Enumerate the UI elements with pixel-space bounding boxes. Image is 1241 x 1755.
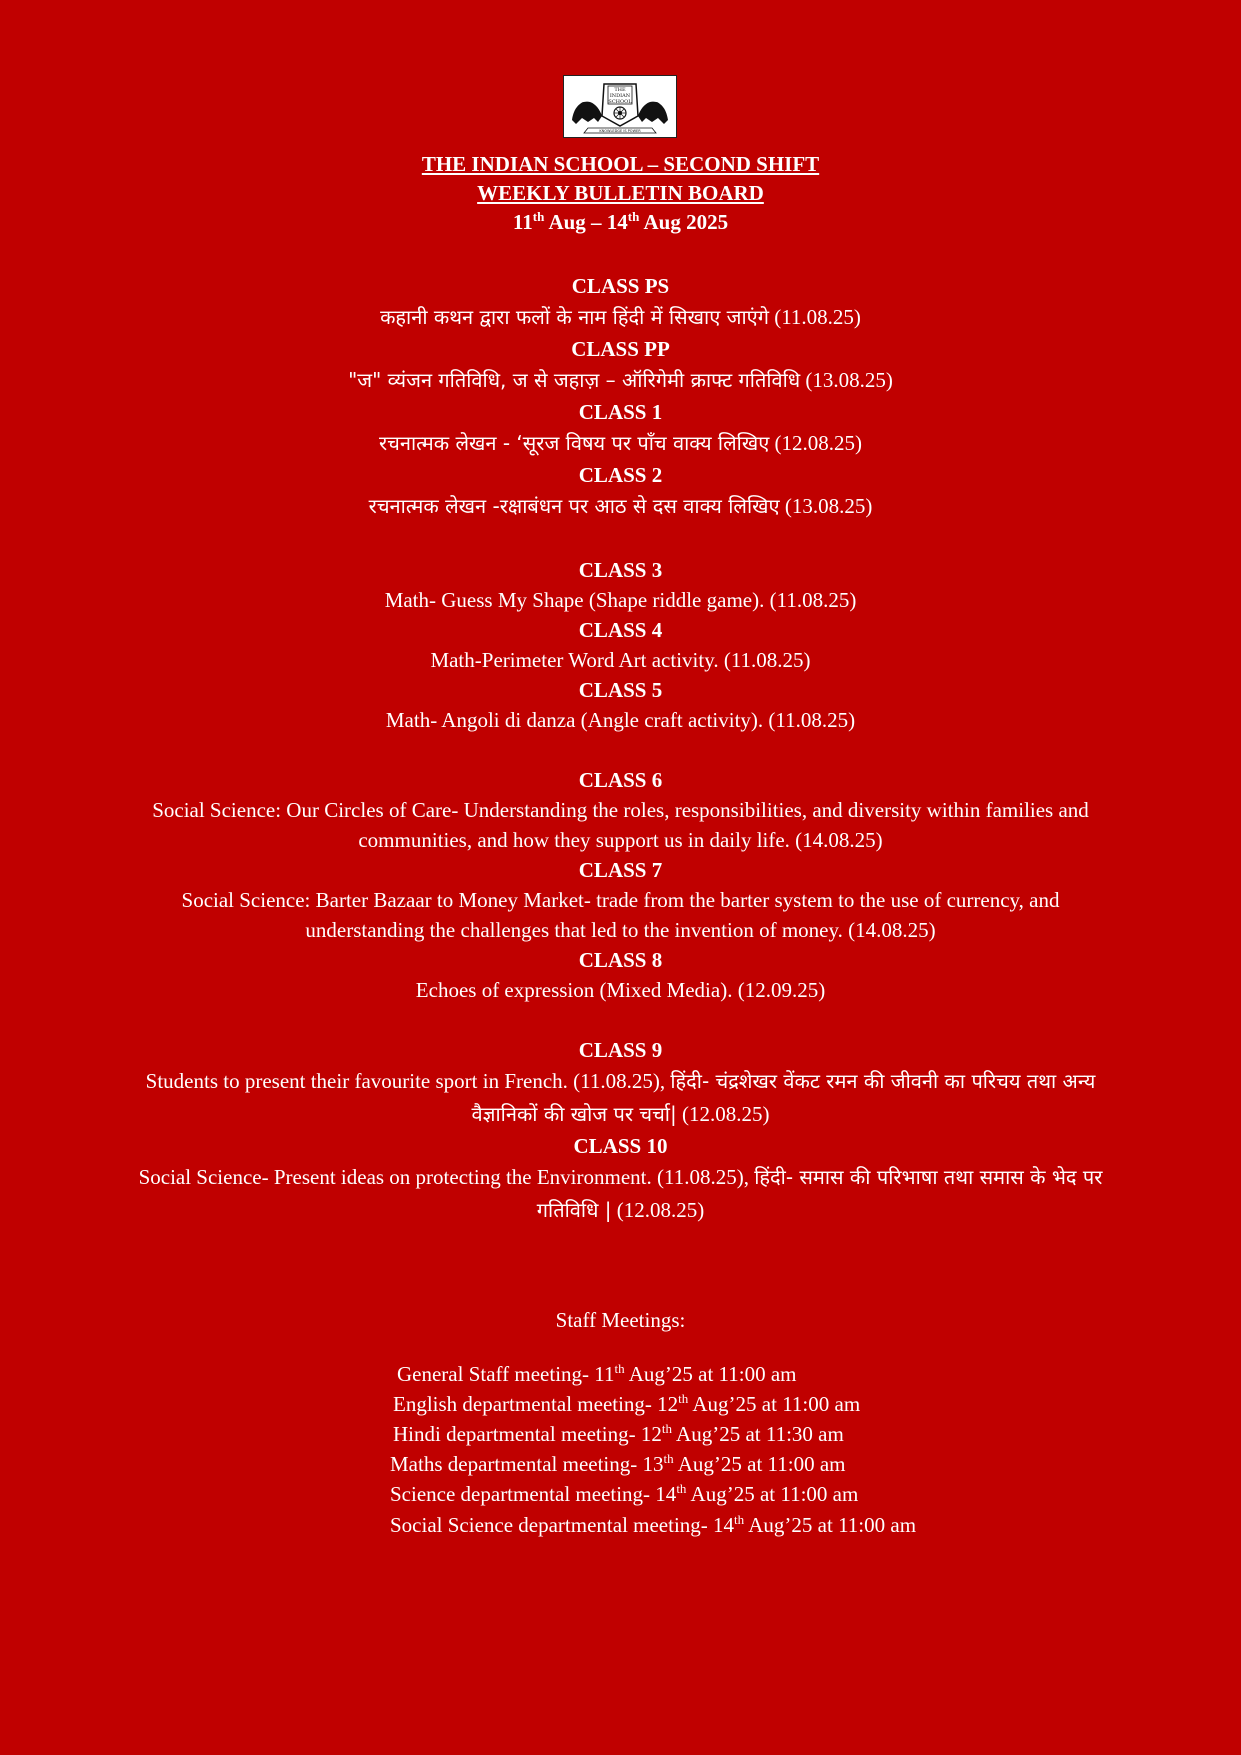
section-spacer <box>110 735 1131 765</box>
meeting-item: Hindi departmental meeting- 12th Aug’25 at 11:30 am <box>393 1421 844 1446</box>
board-title: WEEKLY BULLETIN BOARD <box>477 181 764 205</box>
class-title: CLASS 3 <box>578 558 663 582</box>
class-title: CLASS 8 <box>578 948 663 972</box>
date-start-month: Aug <box>548 210 586 234</box>
school-name: THE INDIAN SCHOOL – SECOND SHIFT <box>421 152 820 176</box>
date-range <box>0 208 1241 237</box>
staff-meetings-title: Staff Meetings: <box>555 1308 686 1332</box>
class-title: CLASS 9 <box>578 1038 663 1062</box>
class-activity: Math- Guess My Shape (Shape riddle game). (11.08.25) <box>384 588 857 612</box>
date-end-day: 14 <box>606 210 628 234</box>
meeting-item: Science departmental meeting- 14th Aug’25 at 11:00 am <box>390 1481 859 1506</box>
class-activity: रचनात्मक लेखन -रक्षाबंधन पर आठ से दस वाक्य लिखिए (13.08.25) <box>368 494 873 518</box>
class-activity: कहानी कथन द्वारा फलों के नाम हिंदी में सिखाए जाएंगे (11.08.25) <box>380 305 861 329</box>
class-activity: रचनात्मक लेखन - ‘सूरज विषय पर पाँच वाक्य लिखिए (12.08.25) <box>378 431 863 455</box>
class-title: CLASS PS <box>571 274 670 298</box>
meeting-item: Social Science departmental meeting- 14th Aug’25 at 11:00 am <box>390 1512 917 1537</box>
class-activity: "ज" व्यंजन गतिविधि, ज से जहाज़ – ऑरिगेमी क्राफ्ट गतिविधि (13.08.25) <box>348 368 893 392</box>
class-activities <box>110 271 1131 1227</box>
meeting-item: General Staff meeting- 11th Aug’25 at 11:00 am <box>397 1361 797 1386</box>
class-activity: Social Science: Our Circles of Care- Understanding the roles, responsibilities, and diversity within families and communities, and how they support us in daily life. (14.08.25) <box>152 798 1089 852</box>
school-logo <box>563 75 677 138</box>
section-spacer <box>110 1005 1131 1035</box>
class-title: CLASS 2 <box>578 463 663 487</box>
class-activity: Echoes of expression (Mixed Media). (12.09.25) <box>415 978 826 1002</box>
logo-text-line1: THE <box>614 87 626 93</box>
class-activity: Social Science: Barter Bazaar to Money Market- trade from the barter system to the use of currency, and understanding the challenges that led to the invention of money. (14.08.25) <box>181 888 1060 942</box>
class-activity: Math- Angoli di danza (Angle craft activity). (11.08.25) <box>385 708 856 732</box>
bulletin-header <box>0 150 1241 237</box>
meeting-item: English departmental meeting- 12th Aug’25 at 11:00 am <box>393 1391 861 1416</box>
meeting-item: Maths departmental meeting- 13th Aug’25 at 11:00 am <box>390 1451 846 1476</box>
class-title: CLASS 5 <box>578 678 663 702</box>
date-end-month-year: Aug 2025 <box>643 210 729 234</box>
class-title: CLASS 10 <box>573 1134 668 1158</box>
date-end-sup: th <box>627 209 640 224</box>
date-start-day: 11 <box>512 210 533 234</box>
date-dash: – <box>591 210 602 234</box>
class-title: CLASS 7 <box>578 858 663 882</box>
class-title: CLASS 4 <box>578 618 663 642</box>
school-crest-icon <box>564 76 676 137</box>
class-title: CLASS PP <box>571 337 670 361</box>
class-title: CLASS 1 <box>578 400 663 424</box>
logo-motto: KNOWLEDGE IS POWER <box>599 129 641 133</box>
section-spacer <box>110 523 1131 555</box>
class-activity: Social Science- Present ideas on protecting the Environment. (11.08.25), हिंदी- समास की परिभाषा तथा समास के भेद पर गतिविधि | (12.08.25) <box>138 1165 1103 1222</box>
date-start-sup: th <box>532 209 545 224</box>
class-activity: Students to present their favourite sport in French. (11.08.25), हिंदी- चंद्रशेखर वेंकट रमन की जीवनी का परिचय तथा अन्य वैज्ञानिकों की खोज पर चर्चा| (12.08.25) <box>145 1069 1096 1126</box>
logo-text-line3: SCHOOL <box>608 99 632 105</box>
class-title: CLASS 6 <box>578 768 663 792</box>
class-activity: Math-Perimeter Word Art activity. (11.08.25) <box>430 648 811 672</box>
logo-text-line2: INDIAN <box>609 93 631 99</box>
